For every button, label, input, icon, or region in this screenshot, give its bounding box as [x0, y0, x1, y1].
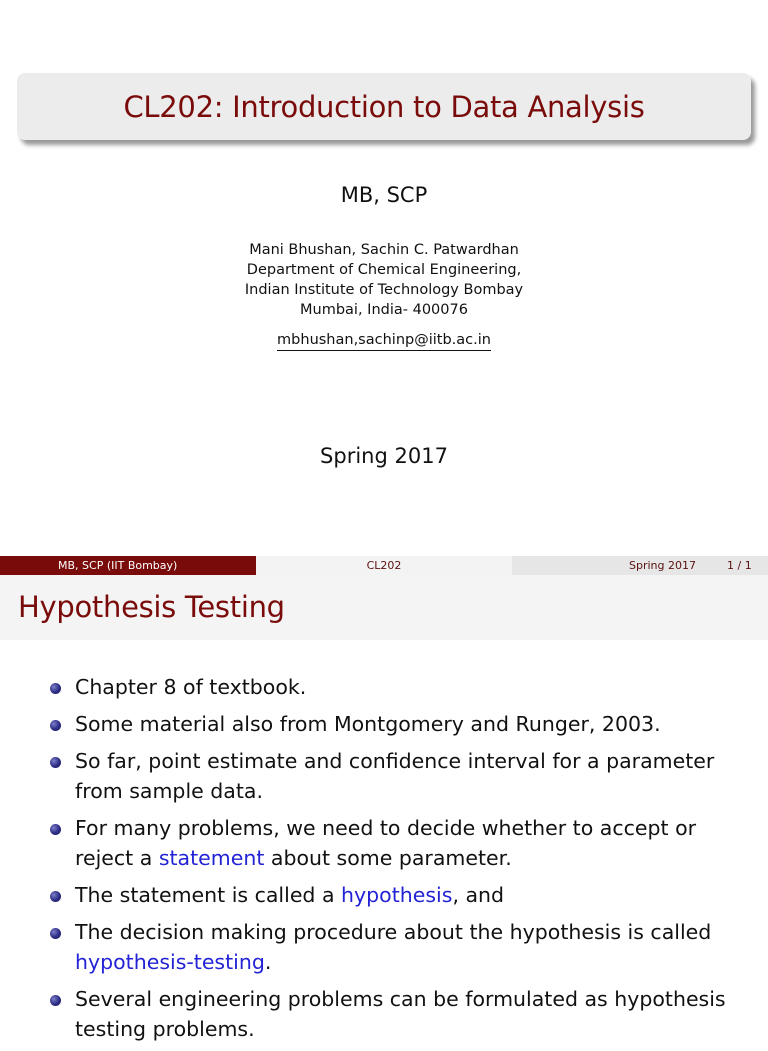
list-item	[0, 746, 768, 806]
bullet-text-post: .	[264, 950, 272, 974]
title-box	[17, 73, 751, 140]
bullet-text-post: , and	[452, 883, 505, 907]
bullet-icon	[50, 891, 61, 902]
authors-full: Mani Bhushan, Sachin C. Patwardhan	[249, 242, 519, 258]
bullet-text-pre: For many problems, we need to decide whether to accept or reject a	[75, 816, 697, 870]
bullet-text-pre: The decision making procedure about the hypothesis is called	[75, 920, 712, 944]
affiliation-block	[0, 240, 768, 320]
highlight-term: hypothesis	[341, 883, 453, 907]
bullet-text: Some material also from Montgomery and Runger, 2003.	[75, 712, 661, 736]
list-item	[0, 709, 768, 739]
bullet-text: So far, point estimate and confidence interval for a parameter from sample data.	[75, 749, 715, 803]
bullet-icon	[50, 757, 61, 768]
email-link[interactable]: mbhushan,sachinp@iitb.ac.in	[277, 332, 491, 351]
bullet-list	[0, 672, 768, 1051]
list-item	[0, 813, 768, 873]
email-block	[0, 332, 768, 351]
footer-bar	[0, 556, 768, 575]
highlight-term: statement	[158, 846, 265, 870]
list-item	[0, 880, 768, 910]
bullet-icon	[50, 824, 61, 835]
list-item	[0, 672, 768, 702]
presentation-title: CL202: Introduction to Data Analysis	[123, 89, 645, 124]
bullet-text: Chapter 8 of textbook.	[75, 675, 307, 699]
address: Mumbai, India- 400076	[300, 302, 468, 318]
footer-left	[0, 556, 256, 575]
bullet-text: Several engineering problems can be formulated as hypothesis testing problems.	[75, 987, 726, 1041]
page-number: 1 / 1	[727, 559, 752, 572]
bullet-icon	[50, 928, 61, 939]
slide-title: Hypothesis Testing	[18, 590, 285, 624]
bullet-text-post: about some parameter.	[264, 846, 512, 870]
bullet-icon	[50, 683, 61, 694]
institute: Indian Institute of Technology Bombay	[244, 282, 524, 298]
term: Spring 2017	[320, 444, 448, 468]
highlight-term: hypothesis-testing	[75, 950, 265, 974]
footer-authors: MB, SCP (IIT Bombay)	[58, 559, 178, 572]
bullet-icon	[50, 720, 61, 731]
list-item	[0, 917, 768, 977]
department: Department of Chemical Engineering,	[246, 262, 522, 278]
footer-course: CL202	[256, 556, 512, 575]
footer-right	[512, 556, 768, 575]
list-item	[0, 984, 768, 1044]
bullet-text-pre: The statement is called a	[75, 883, 342, 907]
bullet-icon	[50, 995, 61, 1006]
authors-short: MB, SCP	[340, 183, 428, 207]
footer-date: Spring 2017	[629, 559, 696, 572]
